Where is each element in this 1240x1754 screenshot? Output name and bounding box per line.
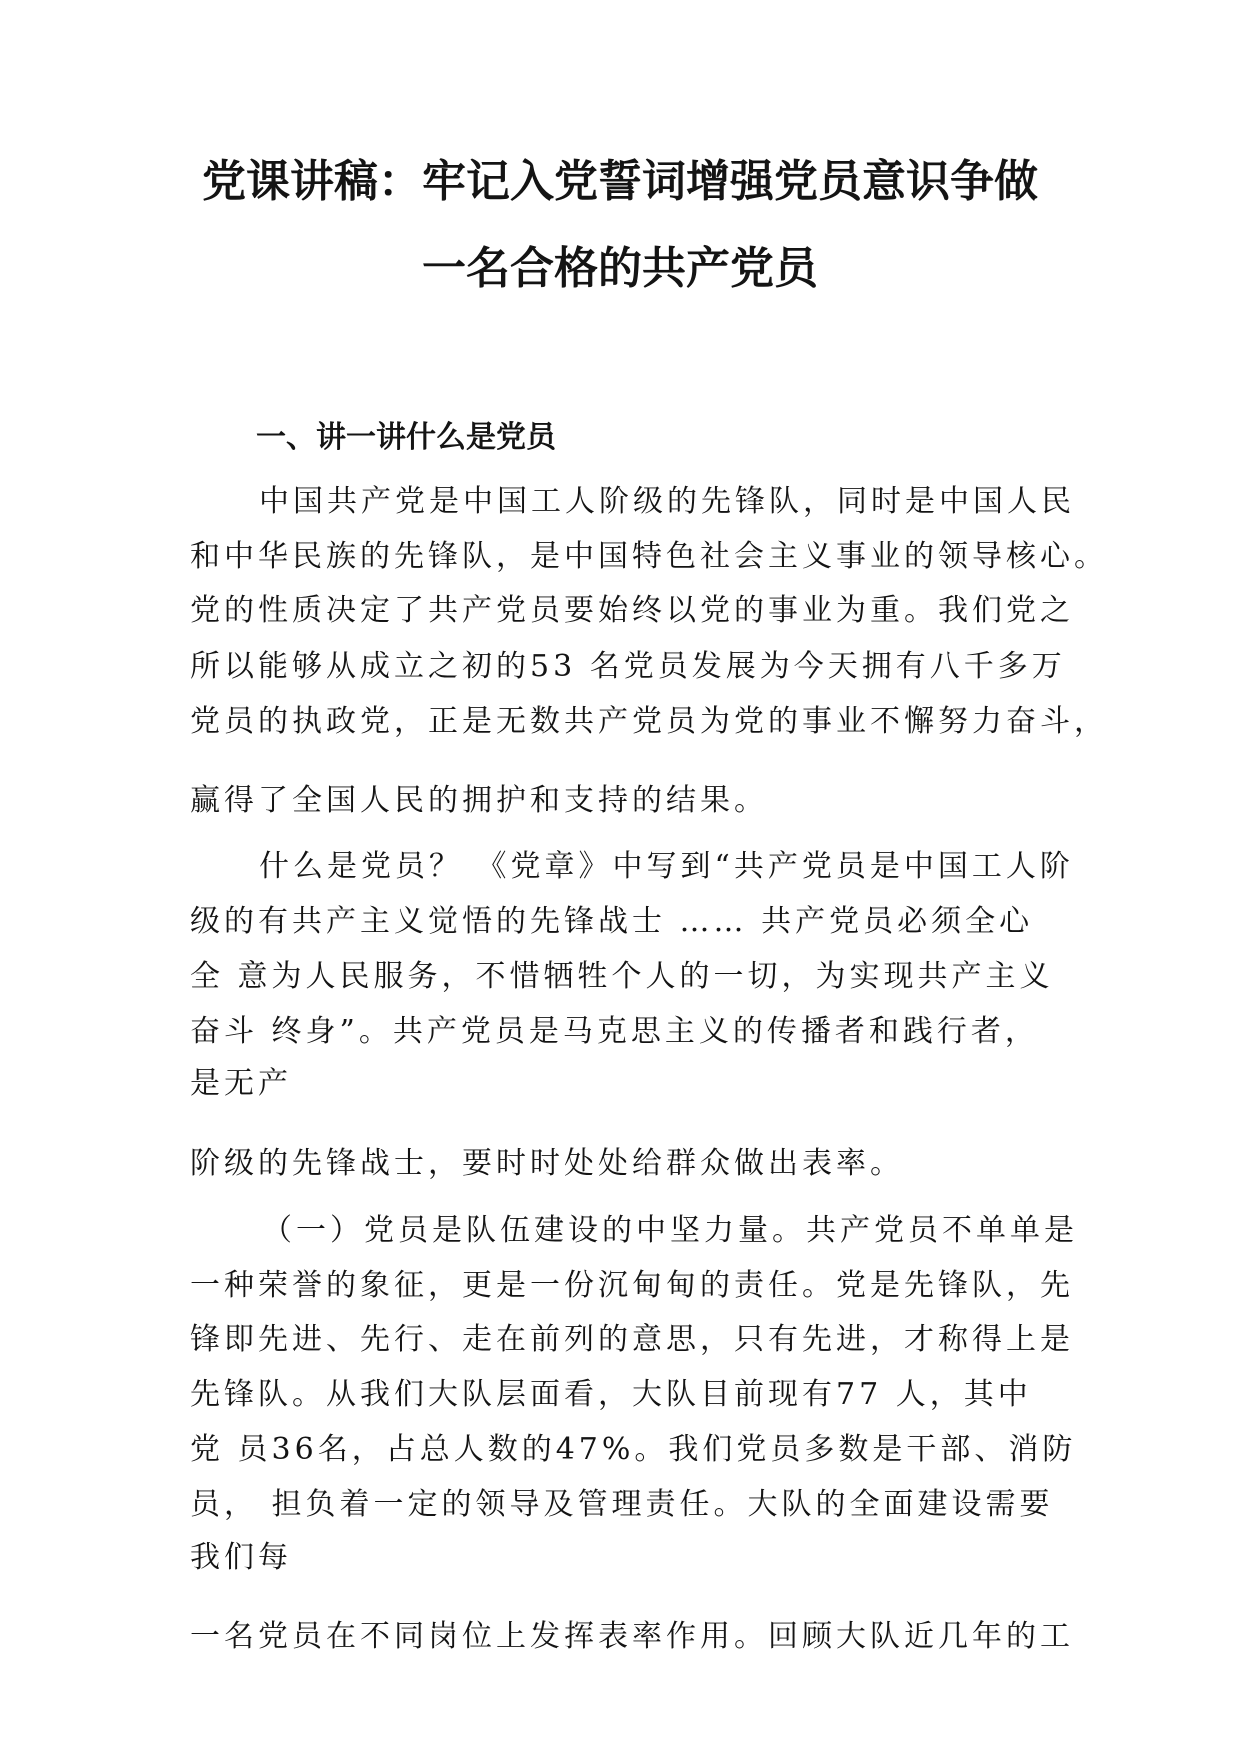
paragraph-line: 赢得了全国人民的拥护和支持的结果。: [190, 783, 768, 818]
paragraph-line: 先锋队。从我们大队层面看，大队目前现有77 人，其中: [190, 1377, 1032, 1412]
paragraph-line: 党员的执政党，正是无数共产党员为党的事业不懈努力奋斗，: [190, 704, 1108, 739]
paragraph-line: 一种荣誉的象征，更是一份沉甸甸的责任。党是先锋队，先: [190, 1268, 1074, 1303]
paragraph-line: 锋即先进、先行、走在前列的意思，只有先进，才称得上是: [190, 1322, 1074, 1357]
section-heading: 一、讲一讲什么是党员: [256, 420, 556, 455]
paragraph-line: 级的有共产主义觉悟的先锋战士 …… 共产党员必须全心: [190, 904, 1034, 939]
paragraph-line: 全 意为人民服务，不惜牺牲个人的一切，为实现共产主义: [190, 959, 1054, 994]
title-line-2: 一名合格的共产党员: [422, 243, 818, 294]
paragraph-line: 员， 担负着一定的领导及管理责任。大队的全面建设需要: [190, 1487, 1054, 1522]
paragraph-line: 什么是党员？ 《党章》中写到“共产党员是中国工人阶: [259, 849, 1074, 884]
paragraph-line: 党的性质决定了共产党员要始终以党的事业为重。我们党之: [190, 593, 1074, 628]
paragraph-line: 和中华民族的先锋队，是中国特色社会主义事业的领导核心。: [190, 539, 1108, 574]
paragraph-line: 所以能够从成立之初的53 名党员发展为今天拥有八千多万: [190, 649, 1066, 684]
paragraph-line: 是无产: [190, 1066, 292, 1101]
paragraph-line: 我们每: [190, 1540, 292, 1575]
paragraph-line: 党 员36名，占总人数的47%。我们党员多数是干部、消防: [190, 1432, 1077, 1467]
paragraph-line: 一名党员在不同岗位上发挥表率作用。回顾大队近几年的工: [190, 1619, 1074, 1654]
paragraph-line: 中国共产党是中国工人阶级的先锋队，同时是中国人民: [259, 484, 1075, 519]
paragraph-line: 奋斗 终身”。共产党员是马克思主义的传播者和践行者，: [190, 1014, 1039, 1049]
paragraph-line: 阶级的先锋战士，要时时处处给群众做出表率。: [190, 1146, 904, 1181]
title-line-1: 党课讲稿：牢记入党誓词增强党员意识争做: [202, 156, 1038, 207]
paragraph-line: （一）党员是队伍建设的中坚力量。共产党员不单单是: [262, 1213, 1078, 1248]
